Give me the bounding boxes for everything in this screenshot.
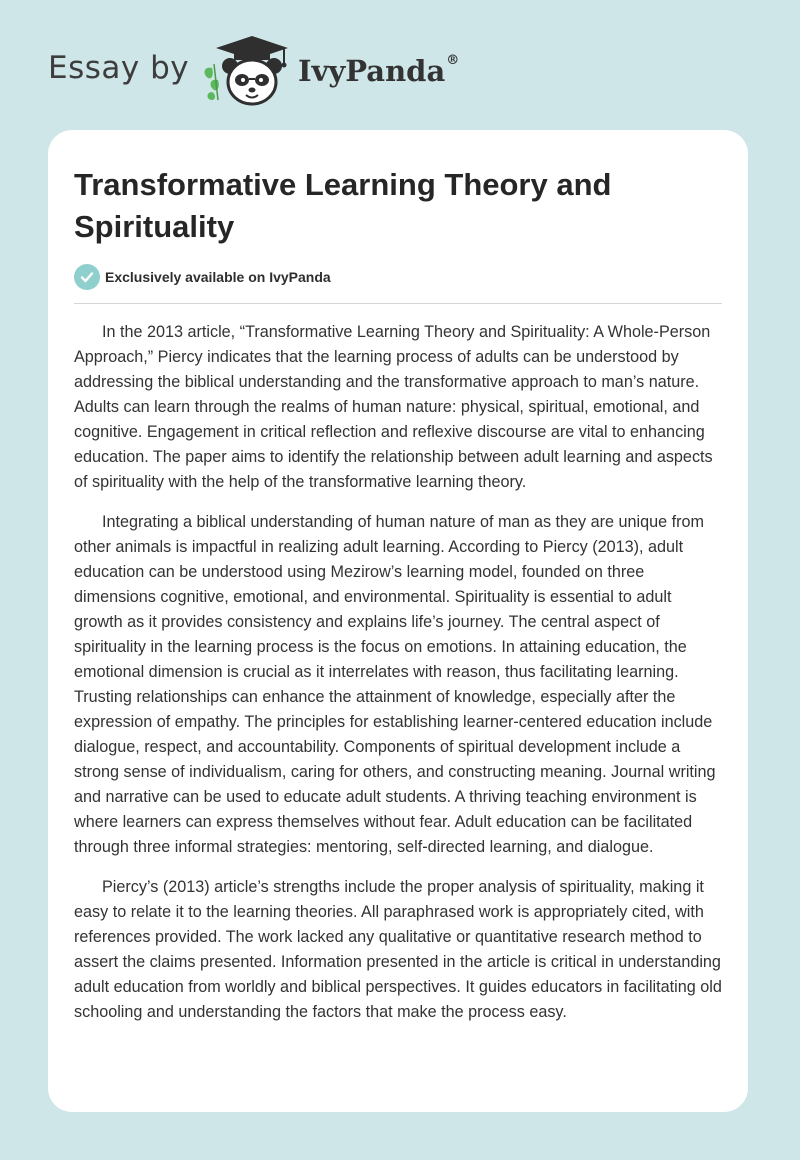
exclusive-badge	[74, 264, 331, 290]
article-title: Transformative Learning Theory and Spirituality	[74, 167, 612, 244]
divider	[74, 303, 722, 304]
exclusive-label: Exclusively available on IvyPanda	[105, 269, 331, 285]
panda-graduate-icon[interactable]	[200, 34, 296, 110]
essay-by-label: Essay by	[48, 50, 190, 86]
paragraph: In the 2013 article, “Transformative Learning Theory and Spirituality: A Whole-Person Approach,” Piercy indicates that the learning process of adults can be understood by addressing the biblical understanding and the transformative approach to man’s nature. Adults can learn through the realms of human nature: physical, spiritual, emotional, and cognitive. Engagement in critical reflection and reflexive discourse are vital to enhancing education. The paper aims to identify the relationship between adult learning and aspects of spirituality with the help of the transformative learning theory.	[74, 323, 713, 491]
trademark-symbol: ®	[446, 53, 460, 69]
paragraph: Integrating a biblical understanding of human nature of man as they are unique from other animals is impactful in realizing adult learning. According to Piercy (2013), adult education can be understood using Mezirow’s learning model, founded on three dimensions cognitive, emotional, and environmental. Spirituality is essential to adult growth as it provides consistency and explains life’s journey. The central aspect of spirituality in the learning process is the focus on emotions. In attaining education, the emotional dimension is crucial as it interrelates with reason, thus facilitating learning. Trusting relationships can enhance the attainment of knowledge, especially after the expression of empathy. The principles for establishing learner-centered education include dialogue, respect, and accountability. Components of spiritual development include a strong sense of individualism, caring for others, and constructing meaning. Journal writing and narrative can be used to educate adult students. A thriving teaching environment is where learners can express themselves without fear. Adult education can be facilitated through three informal strategies: mentoring, self-directed learning, and dialogue.	[74, 513, 716, 856]
brand-name[interactable]	[298, 54, 459, 88]
ivy-leaf-icon	[205, 64, 219, 100]
article-body	[74, 320, 724, 1040]
checkmark-icon	[74, 264, 100, 290]
brand-label: IvyPanda	[298, 54, 446, 88]
article-card	[48, 130, 748, 1112]
paragraph: Piercy’s (2013) article’s strengths include the proper analysis of spirituality, making it easy to relate it to the learning theories. All paraphrased work is appropriately cited, with references provided. The work lacked any qualitative or quantitative research method to assert the claims presented. Information presented in the article is critical in understanding adult education from worldly and biblical perspectives. It guides educators in facilitating old schooling and understanding the factors that make the process easy.	[74, 878, 722, 1021]
site-header	[48, 34, 748, 110]
